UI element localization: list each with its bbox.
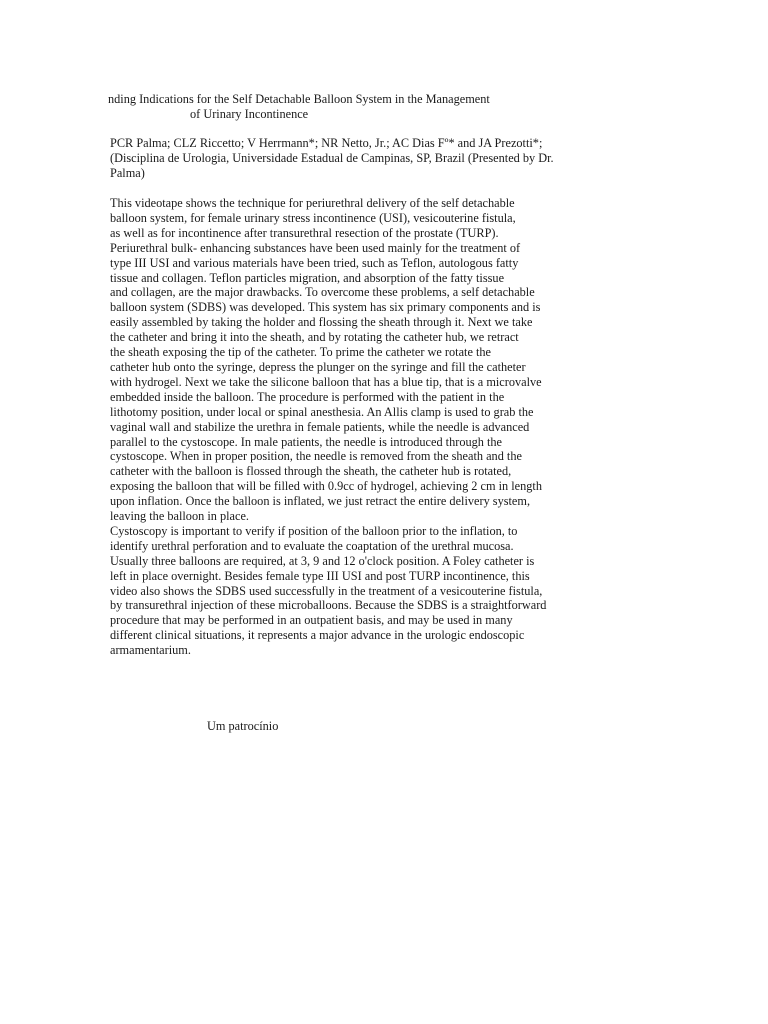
abstract-line: and collagen, are the major drawbacks. To overcome these problems, a self detachable [110, 285, 535, 300]
affiliation-line: Palma) [110, 165, 145, 180]
abstract-line: embedded inside the balloon. The procedure is performed with the patient in the [110, 389, 505, 404]
abstract-line: armamentarium. [110, 643, 191, 658]
abstract-line: video also shows the SDBS used successfully in the treatment of a vesicouterine fistula, [110, 583, 543, 598]
abstract-line: balloon system, for female urinary stress incontinence (USI), vesicouterine fistula, [110, 210, 516, 225]
abstract-line: the sheath exposing the tip of the catheter. To prime the catheter we rotate the [110, 345, 491, 360]
abstract-line: Cystoscopy is important to verify if position of the balloon prior to the inflation, to [110, 523, 518, 538]
abstract-line: with hydrogel. Next we take the silicone balloon that has a blue tip, that is a microvalve [110, 374, 542, 389]
abstract-line: different clinical situations, it represents a major advance in the urologic endoscopic [110, 628, 525, 643]
abstract-line: exposing the balloon that will be filled with 0.9cc of hydrogel, achieving 2 cm in length [110, 479, 543, 494]
affiliation-line: (Disciplina de Urologia, Universidade Estadual de Campinas, SP, Brazil (Presented by Dr. [110, 150, 554, 165]
abstract-line: Usually three balloons are required, at 3, 9 and 12 o'clock position. A Foley catheter is [110, 553, 535, 568]
abstract-line: leaving the balloon in place. [110, 509, 249, 524]
abstract-line: catheter hub onto the syringe, depress the plunger on the syringe and fill the catheter [110, 359, 526, 374]
abstract-line: balloon system (SDBS) was developed. This system has six primary components and is [110, 300, 541, 315]
sponsor-text: Um patrocínio [207, 719, 279, 733]
abstract-line: left in place overnight. Besides female type III USI and post TURP incontinence, this [110, 568, 530, 583]
author-block [110, 136, 580, 181]
author-line: PCR Palma; CLZ Riccetto; V Herrmann*; NR Netto, Jr.; AC Dias Fº* and JA Prezotti*; [110, 136, 543, 150]
abstract-line: Periurethral bulk- enhancing substances have been used mainly for the treatment of [110, 240, 521, 255]
abstract-line: cystoscope. When in proper position, the needle is removed from the sheath and the [110, 449, 522, 464]
abstract-body [110, 196, 590, 658]
abstract-line: as well as for incontinence after transurethral resection of the prostate (TURP). [110, 225, 499, 240]
abstract-line: easily assembled by taking the holder and flossing the sheath through it. Next we take [110, 315, 533, 330]
title-line-2: of Urinary Incontinence [190, 107, 309, 121]
abstract-line: the catheter and bring it into the sheath, and by rotating the catheter hub, we retract [110, 330, 519, 345]
abstract-line: type III USI and various materials have been tried, such as Teflon, autologous fatty [110, 255, 519, 270]
abstract-line: tissue and collagen. Teflon particles migration, and absorption of the fatty tissue [110, 270, 505, 285]
abstract-line: upon inflation. Once the balloon is inflated, we just retract the entire delivery system, [110, 494, 531, 509]
abstract-line: procedure that may be performed in an outpatient basis, and may be used in many [110, 613, 513, 628]
abstract-line: identify urethral perforation and to evaluate the coaptation of the urethral mucosa. [110, 538, 514, 553]
title-line-1: nding Indications for the Self Detachable Balloon System in the Management [108, 92, 490, 106]
abstract-line: vaginal wall and stabilize the urethra in female patients, while the needle is advanced [110, 419, 530, 434]
abstract-line: by transurethral injection of these microballoons. Because the SDBS is a straightforward [110, 598, 547, 613]
abstract-line: catheter with the balloon is flossed through the sheath, the catheter hub is rotated, [110, 464, 512, 479]
abstract-line: parallel to the cystoscope. In male patients, the needle is introduced through the [110, 434, 503, 449]
abstract-line: lithotomy position, under local or spinal anesthesia. An Allis clamp is used to grab the [110, 404, 534, 419]
abstract-line: This videotape shows the technique for periurethral delivery of the self detachable [110, 196, 515, 210]
